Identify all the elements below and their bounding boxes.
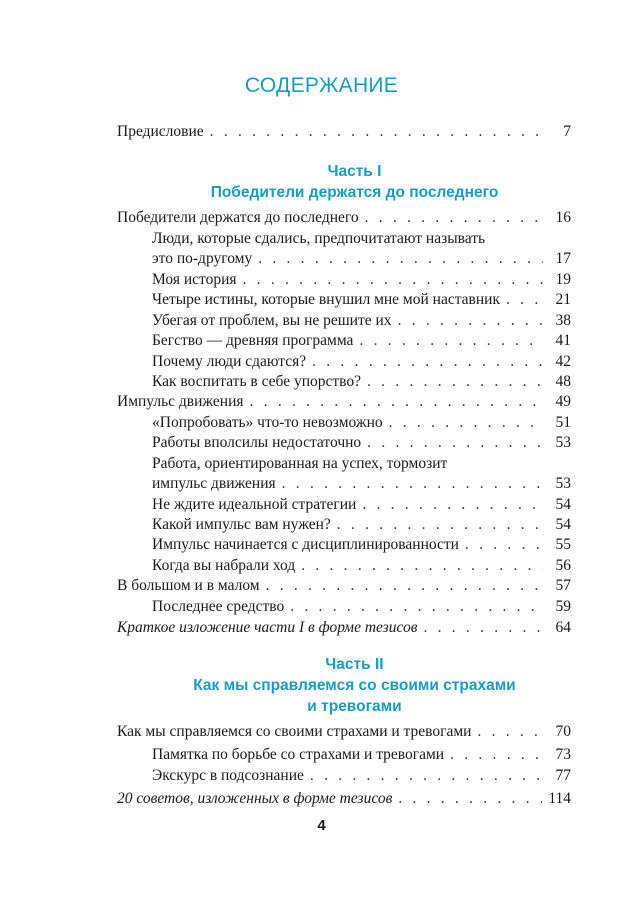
toc-entry[interactable]	[152, 352, 571, 372]
dot-leader	[365, 208, 543, 228]
dot-leader	[359, 331, 543, 351]
toc-entry[interactable]	[117, 208, 571, 228]
dot-leader	[465, 535, 543, 555]
toc-entry[interactable]	[152, 290, 571, 310]
entry-title: Как воспитать в себе упорство?	[152, 373, 362, 390]
dot-leader	[398, 789, 542, 809]
entry-title: «Попробовать» что-то невозможно	[152, 414, 383, 431]
entry-page: 54	[555, 496, 571, 513]
entry-page: 53	[555, 434, 571, 451]
dot-leader	[210, 122, 543, 142]
part2-title-line2: и тревогами	[307, 698, 402, 715]
entry-title: Последнее средство	[152, 598, 285, 615]
entry-title: Памятка по борьбе со страхами и тревогами	[152, 746, 445, 763]
entry-title: Работы вполсилы недостаточно	[152, 434, 362, 451]
entry-title: Экскурс в подсознание	[152, 767, 304, 784]
dot-leader	[450, 745, 543, 765]
entry-page: 7	[563, 123, 571, 140]
dot-leader	[477, 722, 543, 742]
entry-page: 114	[548, 790, 571, 807]
dot-leader	[362, 495, 543, 515]
dot-leader	[243, 270, 543, 290]
part1-label: Часть I	[327, 163, 382, 180]
toc-entry[interactable]	[152, 311, 571, 331]
dot-leader	[301, 556, 543, 576]
dot-leader	[337, 515, 543, 535]
dot-leader	[282, 474, 543, 494]
toc-entry[interactable]	[152, 556, 571, 576]
toc-entry[interactable]	[152, 535, 571, 555]
entry-title: Победители держатся до последнего	[117, 209, 359, 226]
toc-entry[interactable]	[152, 331, 571, 351]
entry-page: 54	[555, 516, 571, 533]
entry-page: 49	[555, 393, 571, 410]
entry-title: Предисловие	[117, 123, 204, 140]
entry-page: 59	[555, 598, 571, 615]
entry-title-cont: импульс движения	[152, 475, 276, 492]
entry-title: Краткое изложение части I в форме тезисов	[117, 619, 418, 636]
entry-page: 70	[555, 723, 571, 740]
entry-title: Импульс движения	[117, 393, 244, 410]
entry-title: 20 советов, изложенных в форме тезисов	[117, 790, 393, 807]
entry-page: 16	[555, 209, 571, 226]
entry-title: Почему люди сдаются?	[152, 353, 307, 370]
entry-title: Какой импульс вам нужен?	[152, 516, 331, 533]
toc-entry[interactable]	[152, 766, 571, 786]
dot-leader	[506, 290, 543, 310]
dot-leader	[266, 576, 543, 596]
entry-page: 53	[555, 475, 571, 492]
dot-leader	[250, 392, 543, 412]
toc-title: СОДЕРЖАНИЕ	[244, 74, 399, 97]
entry-title: Убегая от проблем, вы не решите их	[152, 312, 392, 329]
toc-entry[interactable]	[152, 495, 571, 515]
entry-title: Импульс начинается с дисциплинированности	[152, 536, 459, 553]
toc-entry[interactable]	[152, 474, 571, 494]
entry-page: 19	[555, 271, 571, 288]
toc-entry[interactable]	[152, 433, 571, 453]
toc-entry[interactable]	[152, 270, 571, 290]
part2-heading	[0, 654, 643, 717]
entry-page: 17	[555, 250, 571, 267]
toc-entry[interactable]	[152, 597, 571, 617]
entry-page: 21	[555, 291, 571, 308]
entry-page: 77	[555, 767, 571, 784]
entry-title: Не ждите идеальной стратегии	[152, 496, 357, 513]
toc-entry[interactable]	[152, 249, 571, 269]
dot-leader	[367, 433, 543, 453]
entry-page: 55	[555, 536, 571, 553]
entry-title: Четыре истины, которые внушил мне мой наставник	[152, 291, 501, 308]
entry-title: Моя история	[152, 271, 237, 288]
entry-page: 73	[555, 746, 571, 763]
part2-label: Часть II	[325, 656, 384, 673]
toc-entry-summary[interactable]	[117, 789, 571, 809]
dot-leader	[290, 597, 543, 617]
entry-page: 38	[555, 312, 571, 329]
entry-page: 41	[555, 332, 571, 349]
part1-heading	[0, 161, 643, 203]
entry-title: Бегство — древняя программа	[152, 332, 354, 349]
dot-leader	[312, 352, 543, 372]
entry-page: 57	[555, 577, 571, 594]
entry-page: 56	[555, 557, 571, 574]
entry-title: Как мы справляемся со своими страхами и тревогами	[117, 723, 472, 740]
entry-title: В большом и в малом	[117, 577, 260, 594]
part1-title: Победители держатся до последнего	[210, 184, 499, 201]
toc-entry[interactable]	[117, 722, 571, 742]
dot-leader	[258, 249, 543, 269]
dot-leader	[389, 413, 543, 433]
toc-entry-preface[interactable]	[117, 122, 571, 142]
toc-entry-summary[interactable]	[117, 618, 571, 638]
entry-title-line1[interactable]: Люди, которые сдались, предпочитатают называть	[152, 230, 486, 247]
toc-entry[interactable]	[152, 515, 571, 535]
dot-leader	[398, 311, 543, 331]
toc-entry[interactable]	[117, 392, 571, 412]
entry-title-cont: это по-другому	[152, 250, 253, 267]
entry-title: Когда вы набрали ход	[152, 557, 296, 574]
entry-page: 51	[555, 414, 571, 431]
entry-page: 64	[555, 619, 571, 636]
toc-entry[interactable]	[117, 576, 571, 596]
entry-title-line1[interactable]: Работа, ориентированная на успех, тормозит	[152, 455, 448, 472]
page-number: 4	[317, 817, 326, 834]
entry-page: 48	[555, 373, 571, 390]
dot-leader	[367, 372, 543, 392]
dot-leader	[310, 766, 543, 786]
part2-title-line1: Как мы справляемся со своими страхами	[193, 677, 516, 694]
toc-entry[interactable]	[152, 413, 571, 433]
entry-page: 42	[555, 353, 571, 370]
toc-entry[interactable]	[152, 372, 571, 392]
dot-leader	[423, 618, 543, 638]
toc-entry[interactable]	[152, 745, 571, 765]
